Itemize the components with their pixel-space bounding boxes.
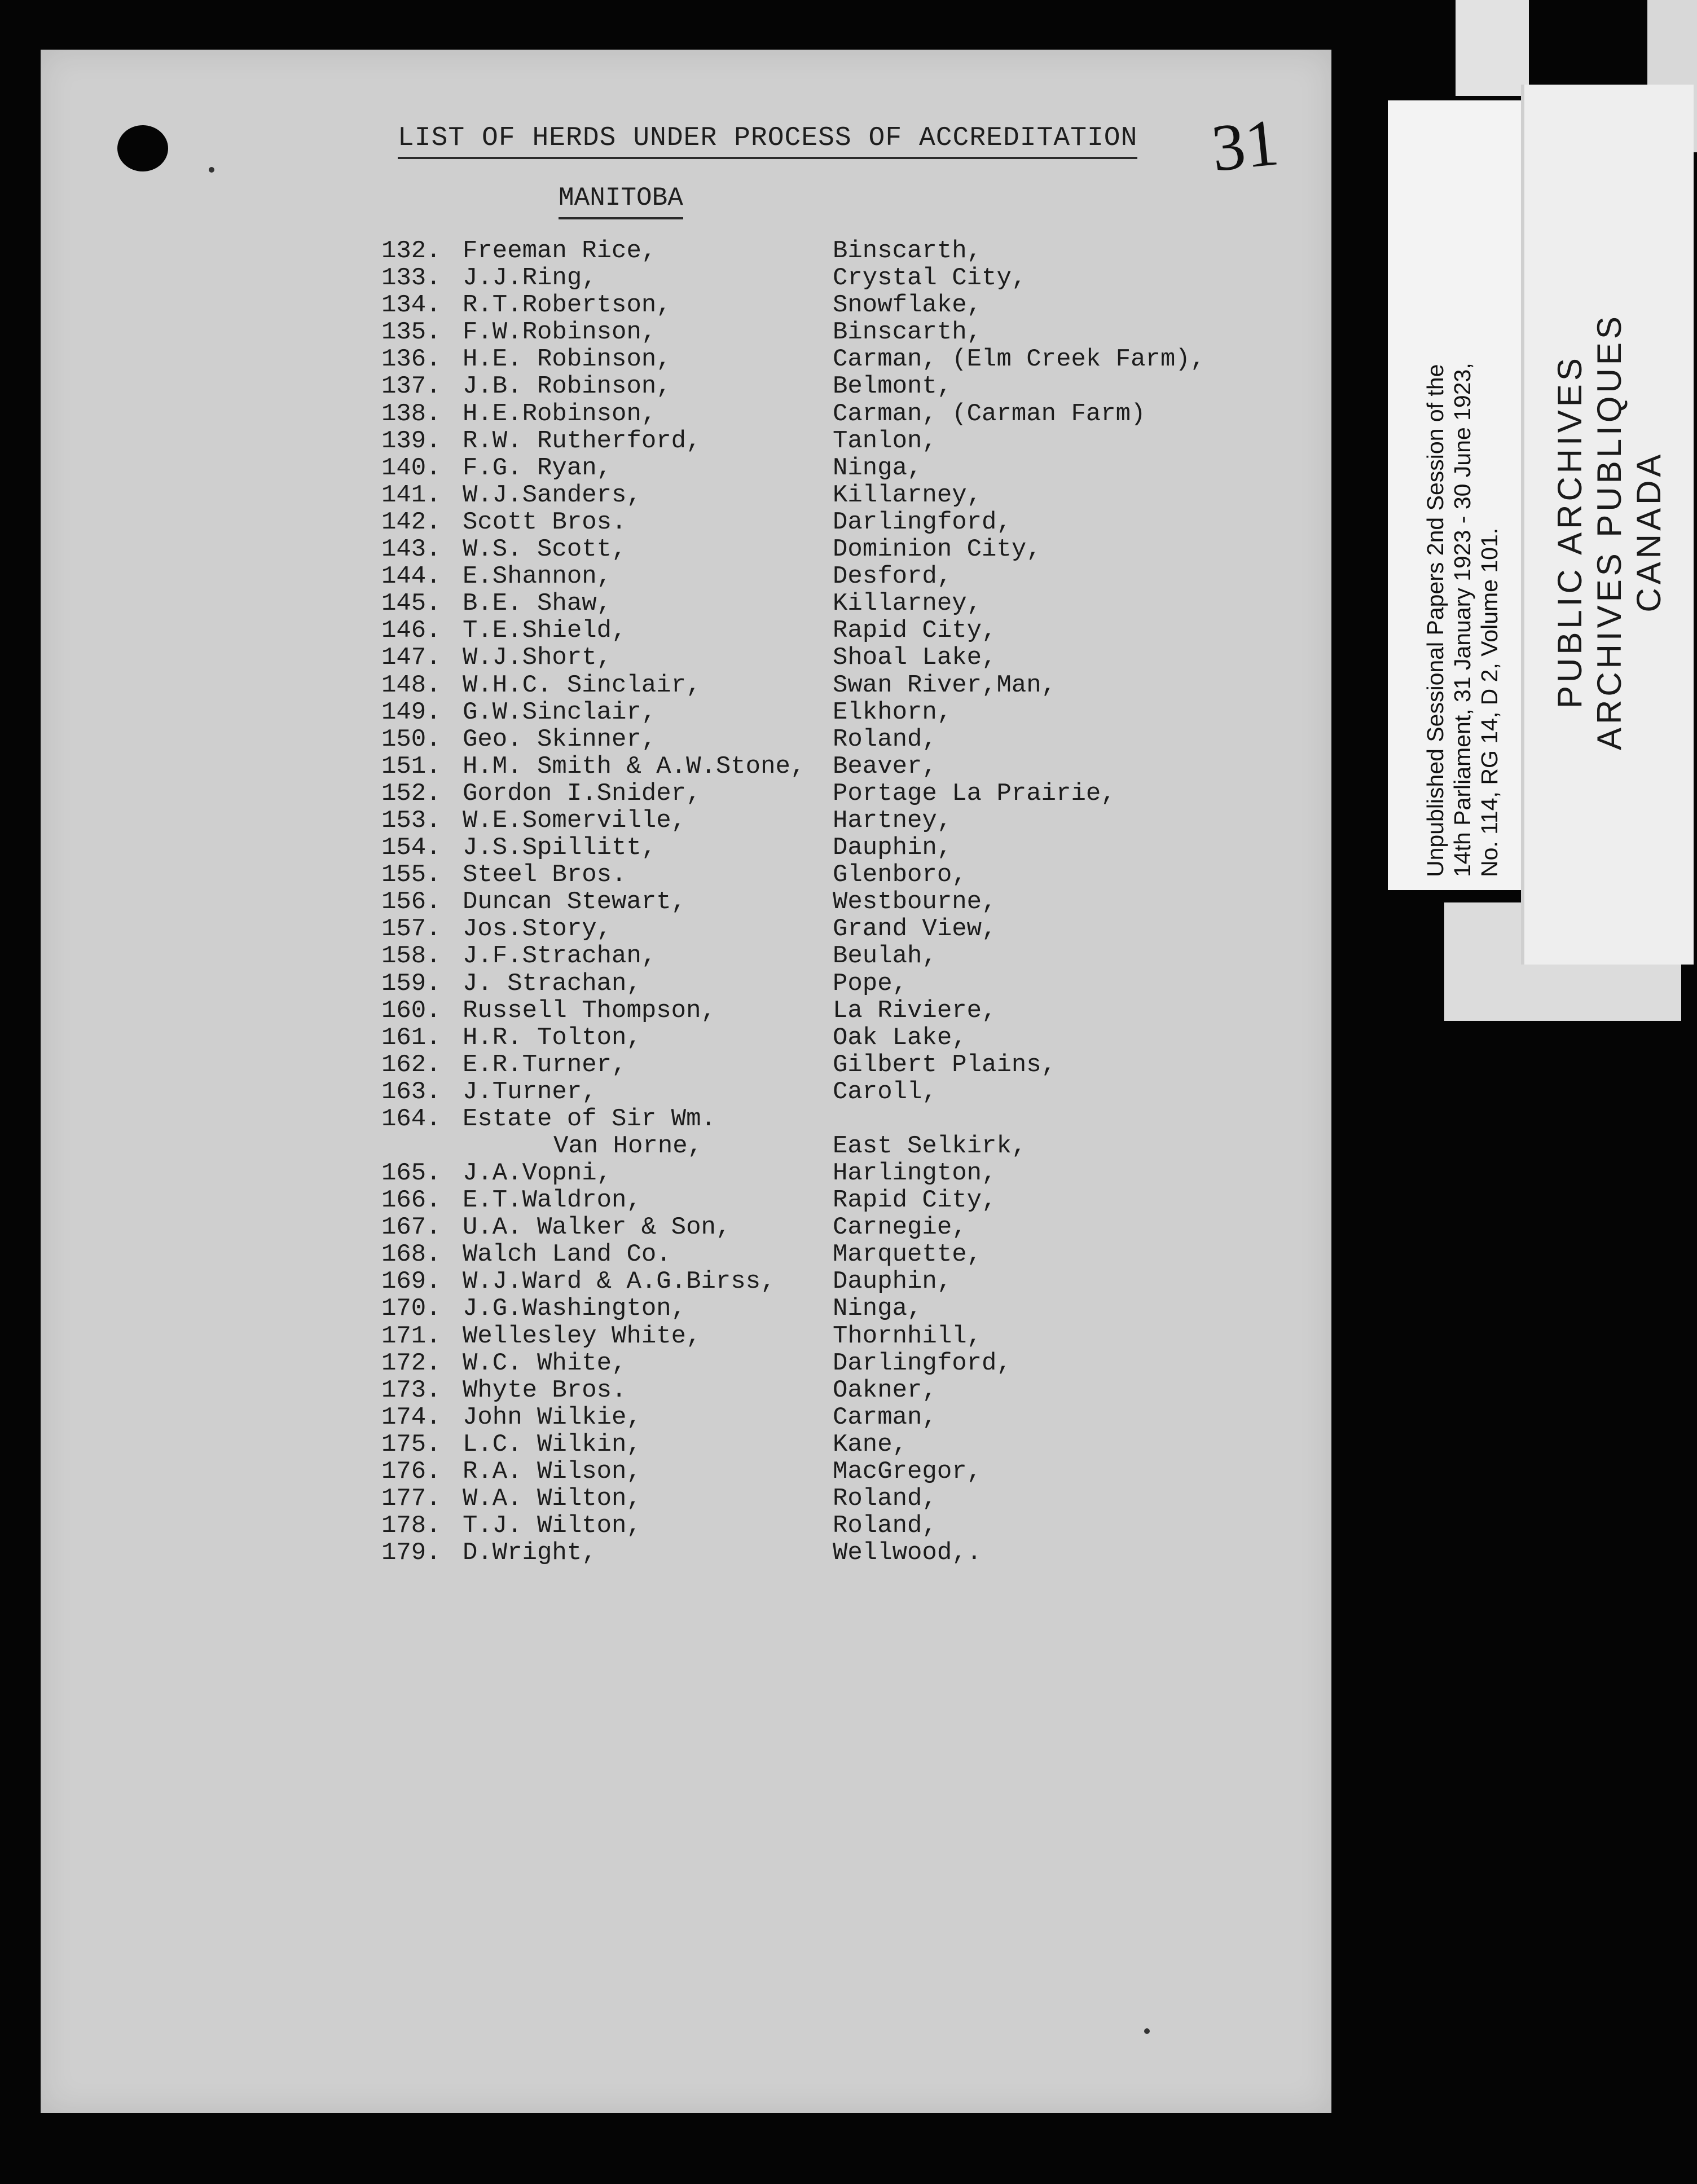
archive-label bbox=[1422, 363, 1503, 877]
list-item bbox=[381, 1322, 1307, 1349]
entry-number: 142. bbox=[381, 508, 441, 536]
location: Carman, bbox=[833, 1403, 937, 1432]
entry-number: 134. bbox=[381, 291, 441, 320]
list-item bbox=[381, 1105, 1307, 1159]
owner-name: Wellesley White, bbox=[463, 1322, 701, 1350]
owner-name: Scott Bros. bbox=[463, 508, 627, 536]
ink-speck bbox=[1144, 2028, 1150, 2034]
location: Harlington, bbox=[833, 1159, 997, 1187]
entry-number: 140. bbox=[381, 453, 441, 482]
list-item bbox=[381, 725, 1307, 752]
location: Dauphin, bbox=[833, 834, 952, 862]
owner-name: Steel Bros. bbox=[463, 861, 627, 890]
owner-name: H.E. Robinson, bbox=[463, 345, 671, 374]
owner-name: Whyte Bros. bbox=[463, 1376, 627, 1404]
location: MacGregor, bbox=[833, 1458, 982, 1486]
entry-number: 168. bbox=[381, 1240, 441, 1269]
location: Ninga, bbox=[833, 1294, 922, 1323]
list-item bbox=[381, 671, 1307, 698]
entry-number: 156. bbox=[381, 888, 441, 917]
owner-name-continued: Van Horne, bbox=[553, 1132, 703, 1160]
location: Desford, bbox=[833, 562, 952, 591]
archive-stamp-line: ARCHIVES PUBLIQUES bbox=[1590, 313, 1628, 750]
owner-name: Estate of Sir Wm. bbox=[463, 1105, 716, 1133]
owner-name: T.E.Shield, bbox=[463, 617, 627, 645]
archive-label-line: No. 114, RG 14, D 2, Volume 101. bbox=[1476, 527, 1502, 877]
location: Portage La Prairie, bbox=[833, 779, 1116, 808]
page-number: 31 bbox=[1208, 105, 1282, 186]
owner-name: L.C. Wilkin, bbox=[463, 1430, 641, 1459]
list-item bbox=[381, 1240, 1307, 1267]
entry-number: 151. bbox=[381, 752, 441, 781]
entry-number: 171. bbox=[381, 1322, 441, 1350]
owner-name: E.T.Waldron, bbox=[463, 1186, 641, 1215]
entry-number: 152. bbox=[381, 779, 441, 808]
location: Marquette, bbox=[833, 1240, 982, 1269]
entry-number: 172. bbox=[381, 1349, 441, 1377]
location: Crystal City, bbox=[833, 264, 1027, 293]
owner-name: F.G. Ryan, bbox=[463, 453, 612, 482]
document-subtitle: MANITOBA bbox=[559, 183, 683, 219]
entry-number: 148. bbox=[381, 671, 441, 699]
list-item bbox=[381, 237, 1307, 264]
list-item bbox=[381, 834, 1307, 861]
location: Thornhill, bbox=[833, 1322, 982, 1350]
entry-number: 159. bbox=[381, 969, 441, 998]
owner-name: Jos.Story, bbox=[463, 915, 612, 944]
list-item bbox=[381, 915, 1307, 942]
owner-name: U.A. Walker & Son, bbox=[463, 1213, 731, 1242]
list-item bbox=[381, 481, 1307, 508]
location: Belmont, bbox=[833, 372, 952, 401]
owner-name: W.J.Ward & A.G.Birss, bbox=[463, 1267, 776, 1296]
location: Kane, bbox=[833, 1430, 908, 1459]
list-item bbox=[381, 888, 1307, 915]
archive-tab bbox=[1456, 0, 1529, 96]
entry-number: 135. bbox=[381, 318, 441, 347]
list-item bbox=[381, 291, 1307, 318]
list-item bbox=[381, 427, 1307, 454]
owner-name: Duncan Stewart, bbox=[463, 888, 687, 917]
entry-number: 175. bbox=[381, 1430, 441, 1459]
owner-name: Russell Thompson, bbox=[463, 996, 716, 1025]
entry-number: 147. bbox=[381, 644, 441, 672]
list-item bbox=[381, 1458, 1307, 1485]
entry-number: 149. bbox=[381, 698, 441, 726]
entry-number: 176. bbox=[381, 1458, 441, 1486]
location: Westbourne, bbox=[833, 888, 997, 917]
location: Roland, bbox=[833, 1485, 937, 1513]
owner-name: J. Strachan, bbox=[463, 969, 641, 998]
location: Wellwood,. bbox=[833, 1539, 982, 1567]
location: Pope, bbox=[833, 969, 908, 998]
entry-number: 173. bbox=[381, 1376, 441, 1404]
entry-number: 174. bbox=[381, 1403, 441, 1432]
list-item bbox=[381, 372, 1307, 399]
list-item bbox=[381, 1078, 1307, 1105]
entry-number: 154. bbox=[381, 834, 441, 862]
entry-number: 178. bbox=[381, 1512, 441, 1540]
entry-number: 136. bbox=[381, 345, 441, 374]
entry-number: 163. bbox=[381, 1077, 441, 1106]
owner-name: W.J.Short, bbox=[463, 644, 612, 672]
owner-name: Freeman Rice, bbox=[463, 237, 657, 265]
entry-number: 153. bbox=[381, 806, 441, 835]
location: La Riviere, bbox=[833, 996, 997, 1025]
list-item bbox=[381, 942, 1307, 969]
location: Gilbert Plains, bbox=[833, 1050, 1057, 1079]
list-item bbox=[381, 454, 1307, 481]
list-item bbox=[381, 970, 1307, 997]
list-item bbox=[381, 1213, 1307, 1240]
owner-name: H.R. Tolton, bbox=[463, 1023, 641, 1052]
location: Elkhorn, bbox=[833, 698, 952, 726]
list-item bbox=[381, 508, 1307, 535]
location: Glenboro, bbox=[833, 861, 967, 890]
list-item bbox=[381, 1024, 1307, 1051]
entry-number: 141. bbox=[381, 481, 441, 509]
archive-stamp bbox=[1550, 313, 1669, 750]
list-item bbox=[381, 1512, 1307, 1539]
location: Swan River,Man, bbox=[833, 671, 1057, 699]
list-item bbox=[381, 1349, 1307, 1376]
owner-name: F.W.Robinson, bbox=[463, 318, 657, 347]
location: Ninga, bbox=[833, 453, 922, 482]
archive-label-line: 14th Parliament, 31 January 1923 - 30 June 1923, bbox=[1449, 363, 1475, 877]
entry-number: 167. bbox=[381, 1213, 441, 1242]
entry-number: 161. bbox=[381, 1023, 441, 1052]
document-title: LIST OF HERDS UNDER PROCESS OF ACCREDITATION bbox=[398, 123, 1137, 159]
location: Killarney, bbox=[833, 481, 982, 509]
location: Darlingford, bbox=[833, 508, 1012, 536]
list-item bbox=[381, 1294, 1307, 1322]
list-item bbox=[381, 562, 1307, 589]
location: Dauphin, bbox=[833, 1267, 952, 1296]
owner-name: E.Shannon, bbox=[463, 562, 612, 591]
entry-number: 157. bbox=[381, 915, 441, 944]
list-item bbox=[381, 1430, 1307, 1458]
owner-name: J.A.Vopni, bbox=[463, 1159, 612, 1187]
location: Hartney, bbox=[833, 806, 952, 835]
herd-list bbox=[381, 237, 1307, 1566]
owner-name: John Wilkie, bbox=[463, 1403, 641, 1432]
entry-number: 143. bbox=[381, 535, 441, 564]
location: Caroll, bbox=[833, 1077, 937, 1106]
owner-name: T.J. Wilton, bbox=[463, 1512, 641, 1540]
owner-name: J.J.Ring, bbox=[463, 264, 597, 293]
location: Beaver, bbox=[833, 752, 937, 781]
location: Binscarth, bbox=[833, 237, 982, 265]
entry-number: 164. bbox=[381, 1105, 441, 1133]
entry-number: 166. bbox=[381, 1186, 441, 1215]
location: Oakner, bbox=[833, 1376, 937, 1404]
location: Oak Lake, bbox=[833, 1023, 967, 1052]
owner-name: R.W. Rutherford, bbox=[463, 426, 701, 455]
list-item bbox=[381, 1267, 1307, 1294]
entry-number: 144. bbox=[381, 562, 441, 591]
list-item bbox=[381, 780, 1307, 807]
owner-name: W.C. White, bbox=[463, 1349, 627, 1377]
owner-name: D.Wright, bbox=[463, 1539, 597, 1567]
owner-name: B.E. Shaw, bbox=[463, 589, 612, 618]
entry-number: 169. bbox=[381, 1267, 441, 1296]
list-item bbox=[381, 1376, 1307, 1403]
list-item bbox=[381, 589, 1307, 617]
list-item bbox=[381, 698, 1307, 725]
entry-number: 179. bbox=[381, 1539, 441, 1567]
entry-number: 170. bbox=[381, 1294, 441, 1323]
location: Darlingford, bbox=[833, 1349, 1012, 1377]
owner-name: W.E.Somerville, bbox=[463, 806, 687, 835]
entry-number: 158. bbox=[381, 942, 441, 971]
list-item bbox=[381, 535, 1307, 562]
owner-name: J.G.Washington, bbox=[463, 1294, 687, 1323]
entry-number: 165. bbox=[381, 1159, 441, 1187]
location: Snowflake, bbox=[833, 291, 982, 320]
list-item bbox=[381, 807, 1307, 834]
location: Killarney, bbox=[833, 589, 982, 618]
location: Rapid City, bbox=[833, 1186, 997, 1215]
list-item bbox=[381, 1403, 1307, 1430]
list-item bbox=[381, 1539, 1307, 1566]
location: Carnegie, bbox=[833, 1213, 967, 1242]
owner-name: R.A. Wilson, bbox=[463, 1458, 641, 1486]
owner-name: J.B. Robinson, bbox=[463, 372, 671, 401]
list-item bbox=[381, 1159, 1307, 1186]
owner-name: G.W.Sinclair, bbox=[463, 698, 657, 726]
entry-number: 150. bbox=[381, 725, 441, 754]
entry-number: 160. bbox=[381, 996, 441, 1025]
location: East Selkirk, bbox=[833, 1132, 1027, 1160]
ink-speck bbox=[209, 167, 214, 173]
list-item bbox=[381, 752, 1307, 780]
entry-number: 162. bbox=[381, 1050, 441, 1079]
owner-name: Gordon I.Snider, bbox=[463, 779, 701, 808]
owner-name: J.S.Spillitt, bbox=[463, 834, 657, 862]
archive-stamp-line: PUBLIC ARCHIVES bbox=[1551, 355, 1589, 708]
location: Tanlon, bbox=[833, 426, 937, 455]
owner-name: W.J.Sanders, bbox=[463, 481, 641, 509]
owner-name: R.T.Robertson, bbox=[463, 291, 671, 320]
location: Grand View, bbox=[833, 915, 997, 944]
entry-number: 132. bbox=[381, 237, 441, 265]
entry-number: 155. bbox=[381, 861, 441, 890]
owner-name: W.S. Scott, bbox=[463, 535, 627, 564]
owner-name: E.R.Turner, bbox=[463, 1050, 627, 1079]
location: Beulah, bbox=[833, 942, 937, 971]
owner-name: H.E.Robinson, bbox=[463, 399, 657, 428]
entry-number: 139. bbox=[381, 426, 441, 455]
entry-number: 138. bbox=[381, 399, 441, 428]
owner-name: Geo. Skinner, bbox=[463, 725, 657, 754]
location: Binscarth, bbox=[833, 318, 982, 347]
entry-number: 137. bbox=[381, 372, 441, 401]
location: Carman, (Carman Farm) bbox=[833, 399, 1146, 428]
list-item bbox=[381, 318, 1307, 345]
entry-number: 177. bbox=[381, 1485, 441, 1513]
list-item bbox=[381, 997, 1307, 1024]
location: Carman, (Elm Creek Farm), bbox=[833, 345, 1206, 374]
archive-stamp-line: CANADA bbox=[1630, 451, 1668, 613]
list-item bbox=[381, 400, 1307, 427]
location: Roland, bbox=[833, 1512, 937, 1540]
list-item bbox=[381, 644, 1307, 671]
entry-number: 145. bbox=[381, 589, 441, 618]
punch-hole bbox=[117, 125, 168, 171]
owner-name: W.H.C. Sinclair, bbox=[463, 671, 701, 699]
owner-name: Walch Land Co. bbox=[463, 1240, 671, 1269]
owner-name: J.Turner, bbox=[463, 1077, 597, 1106]
owner-name: H.M. Smith & A.W.Stone, bbox=[463, 752, 806, 781]
list-item bbox=[381, 1485, 1307, 1512]
list-item bbox=[381, 345, 1307, 372]
location: Roland, bbox=[833, 725, 937, 754]
list-item bbox=[381, 861, 1307, 888]
list-item bbox=[381, 264, 1307, 291]
entry-number: 146. bbox=[381, 617, 441, 645]
owner-name: J.F.Strachan, bbox=[463, 942, 657, 971]
location: Rapid City, bbox=[833, 617, 997, 645]
owner-name: W.A. Wilton, bbox=[463, 1485, 641, 1513]
list-item bbox=[381, 1051, 1307, 1078]
list-item bbox=[381, 617, 1307, 644]
entry-number: 133. bbox=[381, 264, 441, 293]
list-item bbox=[381, 1186, 1307, 1213]
archive-label-line: Unpublished Sessional Papers 2nd Session of the bbox=[1422, 364, 1448, 877]
location: Shoal Lake, bbox=[833, 644, 997, 672]
location: Dominion City, bbox=[833, 535, 1041, 564]
